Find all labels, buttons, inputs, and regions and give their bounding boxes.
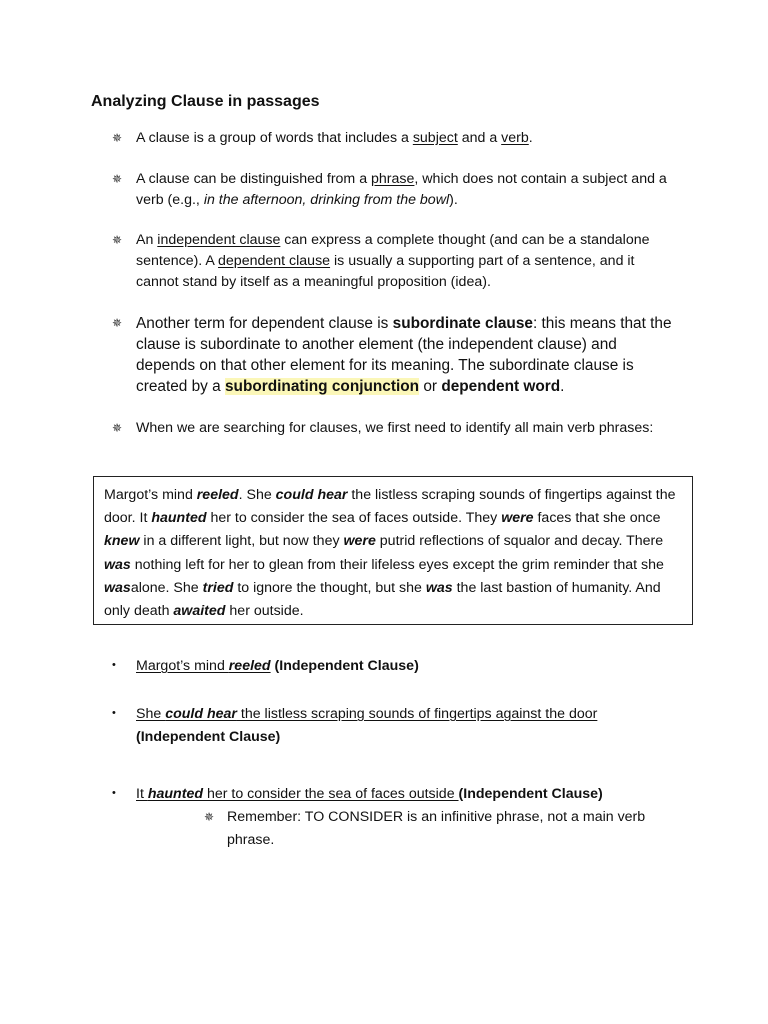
verb-phrase: was bbox=[104, 579, 131, 596]
term-subject: subject bbox=[412, 130, 458, 146]
bullet-text: When we are searching for clauses, we first need to identify all main verb phrases: bbox=[136, 420, 654, 436]
verb-phrase: awaited bbox=[173, 603, 226, 620]
analysis-text bbox=[136, 783, 672, 806]
bullet-text bbox=[136, 128, 672, 149]
text-segment: : this means that the clause is subordinate to another element (the independent clause) and depends on that other element for its meaning. The subordinate clause is created by a bbox=[136, 315, 672, 395]
passage-text: . She bbox=[238, 487, 276, 503]
passage-text: putrid reflections of squalor and decay. There bbox=[375, 533, 664, 550]
star-bullet-icon: ✵ bbox=[112, 172, 123, 186]
clause-text: She bbox=[136, 706, 166, 722]
term-phrase: phrase bbox=[371, 171, 415, 187]
text-segment: Another term for dependent clause is bbox=[136, 315, 393, 332]
term-dependent-clause: dependent clause bbox=[218, 253, 331, 269]
verb-phrase: could hear bbox=[165, 706, 237, 722]
verb-phrase: haunted bbox=[147, 786, 203, 802]
text-segment: . bbox=[528, 130, 533, 146]
clause-type-label: (Independent Clause) bbox=[458, 786, 603, 802]
text-segment: and a bbox=[457, 130, 502, 146]
remember-text: Remember: TO CONSIDER is an infinitive phrase, not a main verb phrase. bbox=[227, 809, 646, 848]
verb-phrase: reeled bbox=[196, 487, 239, 503]
passage-text: her to consider the sea of faces outside. They bbox=[206, 510, 502, 527]
star-bullet-icon: ✵ bbox=[112, 421, 123, 435]
text-segment: can express a complete thought (and can be a standalone sentence). A bbox=[136, 232, 650, 269]
text-segment: , which does not contain a subject and a verb (e.g., bbox=[136, 171, 667, 208]
text-segment: A clause is a group of words that includes a bbox=[136, 130, 413, 146]
term-independent-clause: independent clause bbox=[157, 232, 281, 248]
verb-phrase: was bbox=[425, 579, 453, 596]
dot-bullet-icon: • bbox=[112, 707, 116, 719]
verb-phrase: knew bbox=[104, 533, 140, 550]
passage-text: faces that she once bbox=[533, 510, 661, 527]
verb-phrase: could hear bbox=[275, 487, 348, 503]
term-subordinating-conjunction: subordinating conjunction bbox=[224, 378, 420, 395]
passage-text: Margot’s mind bbox=[104, 487, 197, 503]
example-text: in the afternoon, drinking from the bowl bbox=[203, 192, 450, 208]
clause-type-label: (Independent Clause) bbox=[274, 658, 419, 674]
star-bullet-icon: ✵ bbox=[204, 810, 215, 824]
dot-bullet-icon: • bbox=[112, 787, 116, 799]
star-bullet-icon: ✵ bbox=[112, 233, 123, 247]
text-segment: . bbox=[560, 378, 565, 395]
clause-text: the listless scraping sounds of fingertips against the door bbox=[236, 706, 598, 722]
clause-type-label: (Independent Clause) bbox=[136, 729, 281, 745]
text-segment: An bbox=[136, 232, 158, 248]
analysis-text bbox=[136, 655, 672, 678]
text-segment: ). bbox=[449, 192, 458, 208]
term-subordinate-clause: subordinate clause bbox=[392, 315, 533, 332]
bullet-text bbox=[136, 169, 672, 211]
bullet-text bbox=[136, 230, 672, 293]
clause-text: Margot’s mind bbox=[136, 658, 229, 674]
passage-text: the last bastion of humanity. And only death bbox=[104, 579, 661, 620]
verb-phrase: were bbox=[343, 533, 376, 550]
page-title: Analyzing Clause in passages bbox=[91, 93, 320, 110]
dot-bullet-icon: • bbox=[112, 659, 116, 671]
term-verb: verb bbox=[501, 130, 529, 146]
clause-text: It bbox=[136, 786, 148, 802]
passage-text: the listless scraping sounds of fingertips against the door. It bbox=[104, 487, 676, 527]
star-bullet-icon: ✵ bbox=[112, 131, 123, 145]
verb-phrase: tried bbox=[202, 579, 234, 596]
verb-phrase: were bbox=[501, 510, 534, 527]
passage-text: to ignore the thought, but she bbox=[233, 579, 426, 596]
passage-text: in a different light, but now they bbox=[139, 533, 344, 550]
passage-text: her outside. bbox=[225, 603, 304, 620]
passage-text: nothing left for her to glean from their lifeless eyes except the grim reminder that she bbox=[130, 556, 664, 573]
clause-text: her to consider the sea of faces outside bbox=[203, 786, 459, 802]
term-dependent-word: dependent word bbox=[441, 378, 561, 395]
text-segment: A clause can be distinguished from a bbox=[136, 171, 372, 187]
verb-phrase: was bbox=[104, 556, 131, 573]
passage-box bbox=[93, 476, 693, 625]
star-bullet-icon: ✵ bbox=[112, 316, 123, 330]
analysis-text bbox=[136, 703, 672, 749]
verb-phrase: reeled bbox=[228, 658, 271, 674]
underlined-clause bbox=[136, 658, 271, 674]
text-segment: is usually a supporting part of a sentence, and it cannot stand by itself as a meaningful proposition (idea). bbox=[136, 253, 635, 290]
verb-phrase: haunted bbox=[151, 510, 207, 527]
text-segment: or bbox=[419, 378, 442, 395]
underlined-clause bbox=[136, 706, 597, 722]
passage-text: alone. She bbox=[130, 579, 203, 596]
bullet-text bbox=[136, 313, 672, 397]
underlined-clause bbox=[136, 786, 459, 802]
